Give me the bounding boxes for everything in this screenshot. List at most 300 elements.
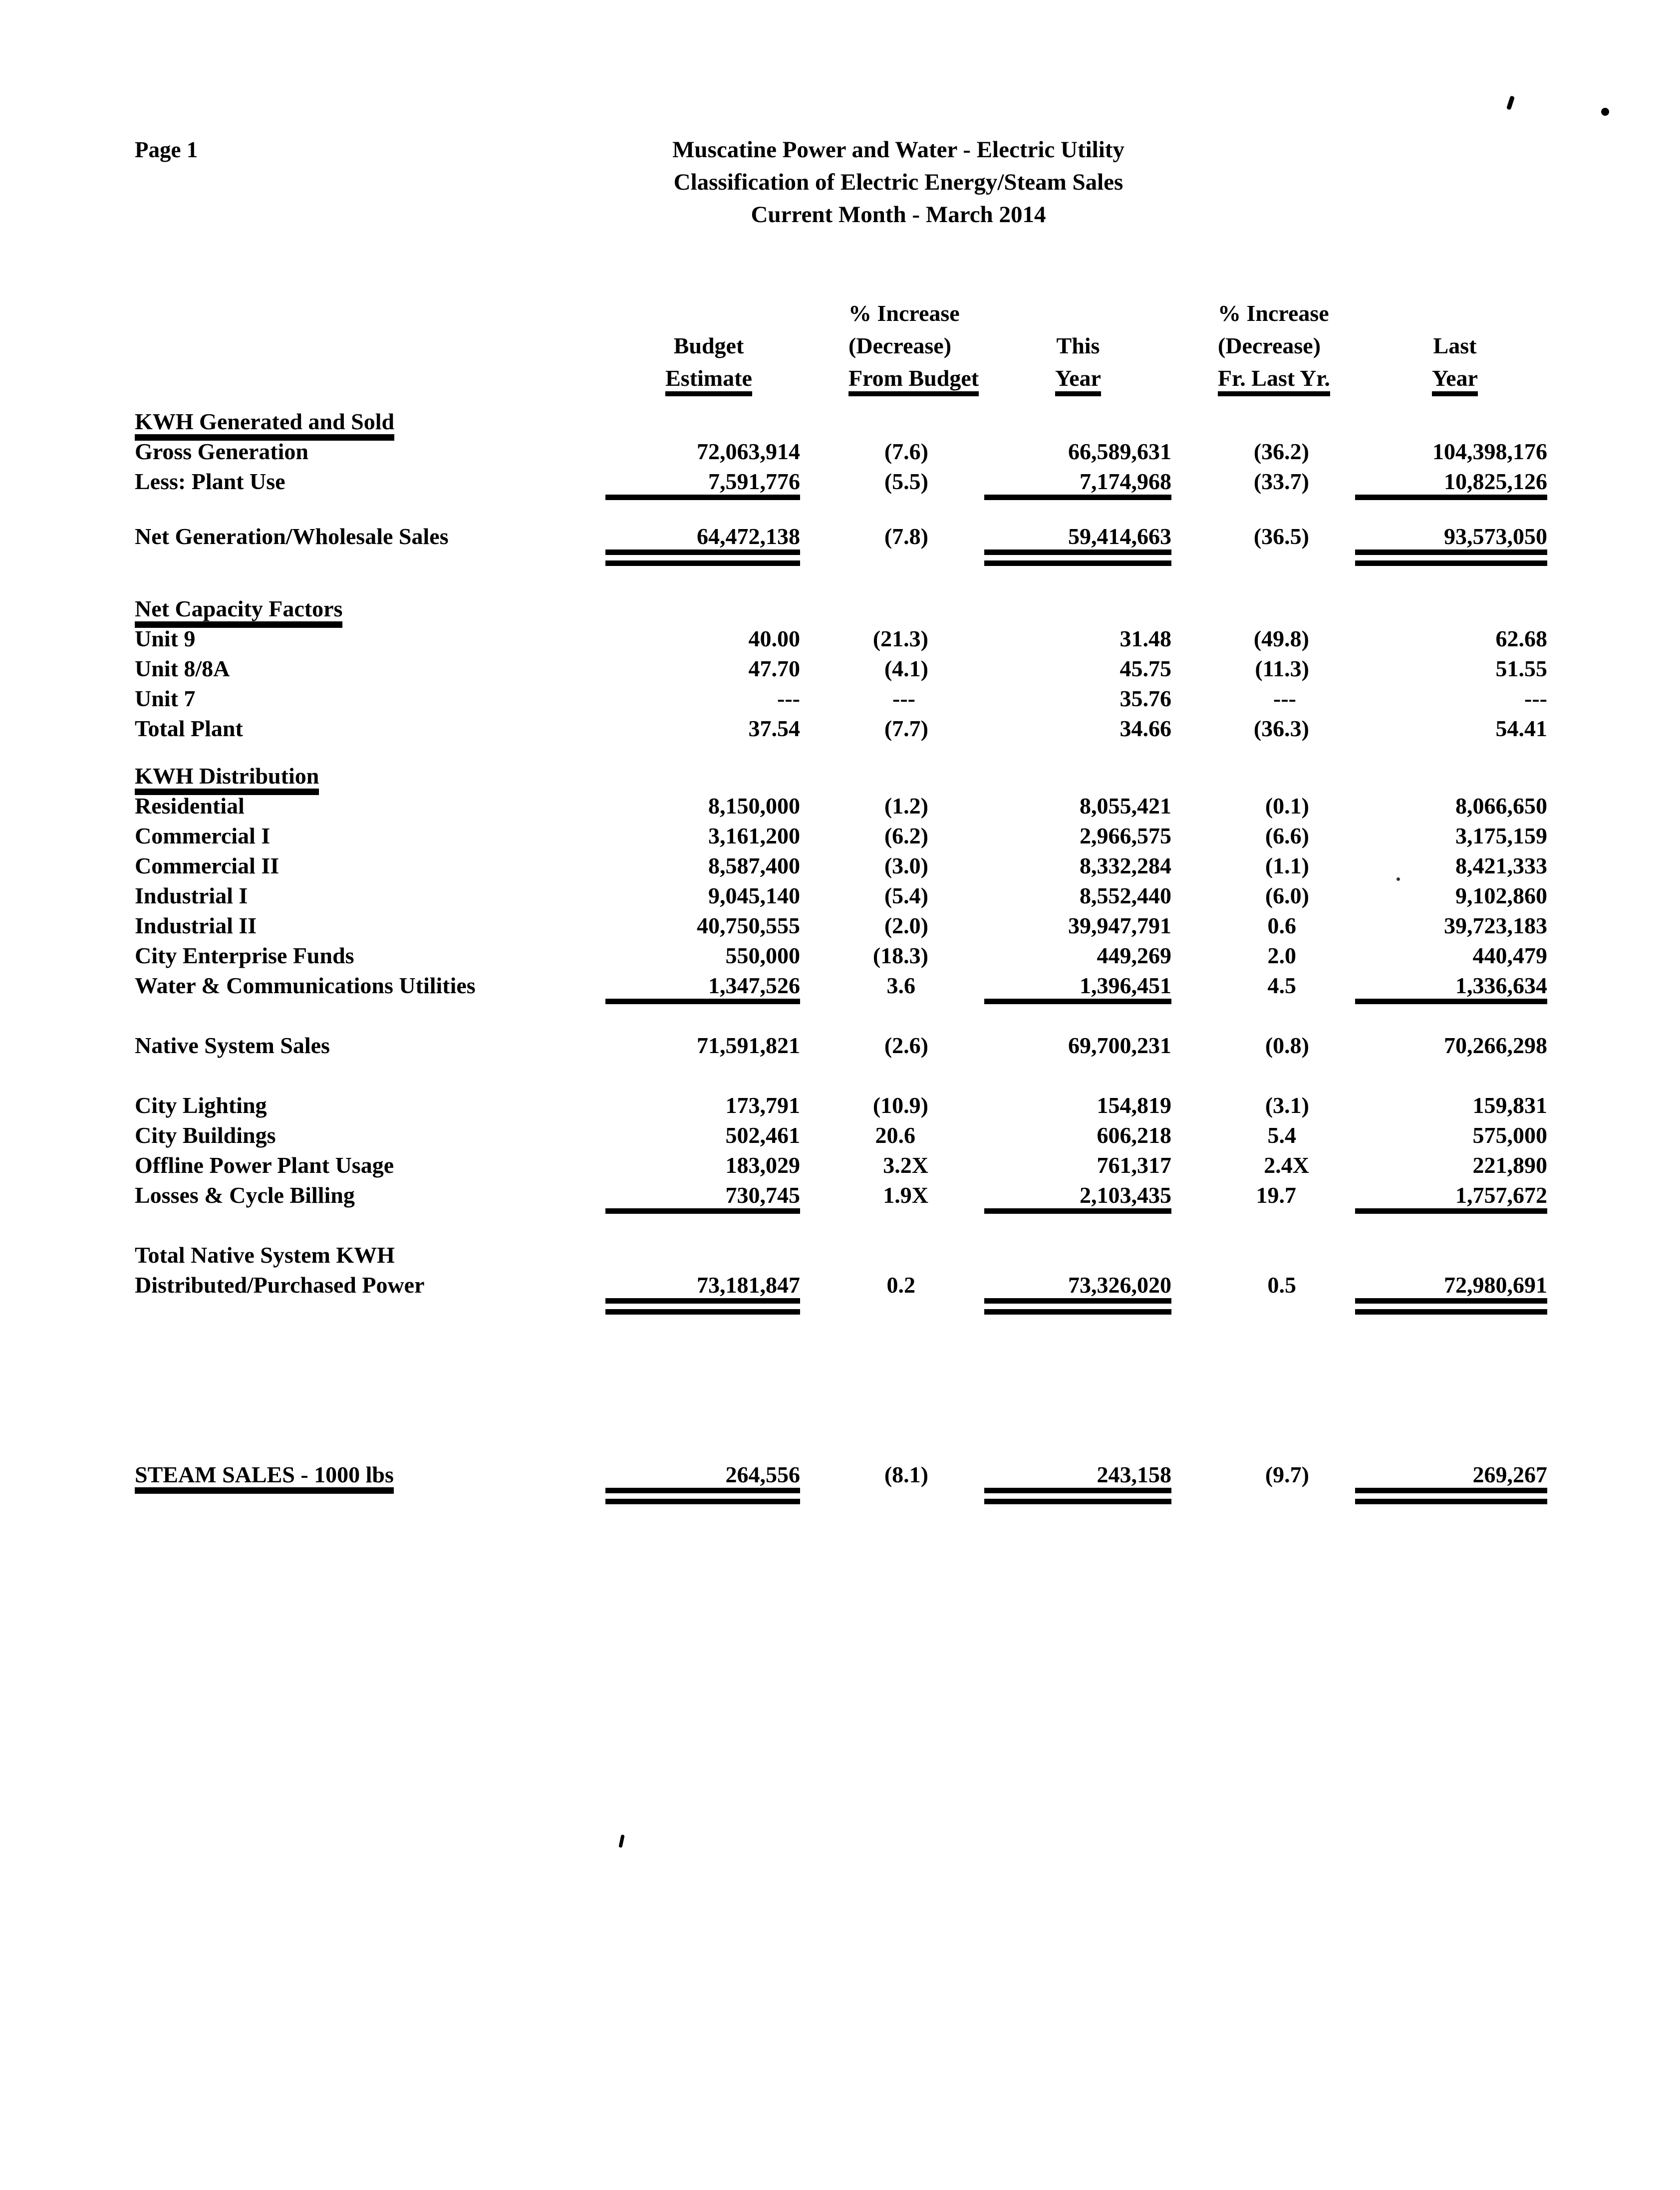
cell-budget xyxy=(664,654,809,684)
cell-pct-last xyxy=(1178,821,1318,851)
header-this-year-underlined: Year xyxy=(1055,365,1101,396)
cell-this-year xyxy=(938,1120,1178,1150)
cell-this-year xyxy=(938,941,1178,971)
header-last-year-1 xyxy=(1318,297,1552,329)
cell-pct-last xyxy=(1178,1180,1318,1214)
row-label: Less: Plant Use xyxy=(135,469,285,494)
cell-last-year xyxy=(1318,821,1552,851)
spacer xyxy=(135,744,1552,761)
row-label: City Lighting xyxy=(135,1093,267,1118)
header-last-year-underlined: Year xyxy=(1432,365,1478,396)
table-row xyxy=(135,684,1552,714)
row-label: Residential xyxy=(135,793,245,819)
value: 8,587,400 xyxy=(708,853,800,878)
cell-pct-budget xyxy=(809,791,938,821)
value: (7.7) xyxy=(884,716,928,741)
cell-this-year xyxy=(938,791,1178,821)
section-heading-text: KWH Distribution xyxy=(135,764,319,795)
value: 159,831 xyxy=(1472,1093,1547,1118)
cell-pct-last xyxy=(1178,911,1318,941)
value: (7.6) xyxy=(884,439,928,464)
table-row xyxy=(135,1180,1552,1210)
value: 1,336,634 xyxy=(1355,973,1547,1004)
value: (10.9) xyxy=(872,1093,928,1118)
cell-pct-budget xyxy=(809,1270,938,1315)
section-heading-text: STEAM SALES - 1000 lbs xyxy=(135,1462,394,1494)
spacer xyxy=(135,1001,1552,1031)
row-label: Unit 7 xyxy=(135,686,196,711)
row-label: Distributed/Purchased Power xyxy=(135,1272,425,1298)
value: 3,175,159 xyxy=(1455,823,1547,848)
value: (7.8) xyxy=(884,524,928,549)
cell-pct-budget xyxy=(809,1460,938,1504)
table-row xyxy=(135,467,1552,497)
scan-speck xyxy=(1506,95,1515,110)
value: 1.9X xyxy=(883,1182,928,1208)
value: 2,966,575 xyxy=(1080,823,1171,848)
header-row-2 xyxy=(135,329,1552,362)
row-label xyxy=(135,761,664,795)
value: 730,745 xyxy=(605,1182,800,1214)
cell-this-year xyxy=(938,911,1178,941)
value: 2.4X xyxy=(1264,1152,1309,1178)
cell-last-year xyxy=(1318,684,1552,714)
cell-pct-budget xyxy=(809,684,938,714)
table-row xyxy=(135,941,1552,971)
cell-budget xyxy=(664,522,809,566)
header-row-3 xyxy=(135,362,1552,394)
cell-this-year xyxy=(938,624,1178,654)
cell-budget xyxy=(664,684,809,714)
value: 37.54 xyxy=(748,716,800,741)
header-spacer xyxy=(135,297,664,329)
header-pct-last-underlined: Fr. Last Yr. xyxy=(1218,365,1330,396)
row-label: Commercial I xyxy=(135,823,271,848)
value: 8,055,421 xyxy=(1080,793,1171,819)
table-row xyxy=(135,1270,1552,1300)
cell-this-year xyxy=(938,1180,1178,1214)
value: 8,066,650 xyxy=(1455,793,1547,819)
cell-this-year xyxy=(938,971,1178,1004)
header-budget-3 xyxy=(664,362,809,396)
value: 9,102,860 xyxy=(1455,883,1547,908)
value: 54.41 xyxy=(1495,716,1547,741)
value: 221,890 xyxy=(1472,1152,1547,1178)
header-this-year-2: This xyxy=(1056,333,1100,358)
cell-last-year xyxy=(1318,1460,1552,1504)
cell-pct-budget xyxy=(809,821,938,851)
cell-budget xyxy=(664,881,809,911)
cell-budget xyxy=(664,1460,809,1504)
cell-this-year xyxy=(938,684,1178,714)
value: 39,723,183 xyxy=(1444,913,1547,938)
cell-budget xyxy=(664,1031,809,1061)
cell-pct-last xyxy=(1178,1031,1318,1061)
value: 761,317 xyxy=(1097,1152,1171,1178)
scan-speck xyxy=(1601,108,1609,116)
cell-pct-last xyxy=(1178,941,1318,971)
value: (18.3) xyxy=(872,943,928,968)
header-pct-last-3 xyxy=(1178,362,1330,396)
row-label: Industrial II xyxy=(135,913,257,938)
table-row xyxy=(135,971,1552,1001)
value: (6.6) xyxy=(1265,823,1309,848)
value: 269,267 xyxy=(1355,1462,1547,1504)
value: (21.3) xyxy=(872,626,928,651)
value: (5.5) xyxy=(884,469,928,494)
value: (8.1) xyxy=(884,1462,928,1487)
cell-pct-last xyxy=(1178,1460,1318,1504)
row-label: Gross Generation xyxy=(135,439,308,464)
cell-pct-budget xyxy=(809,437,938,467)
value: 183,029 xyxy=(725,1152,800,1178)
row-label: Commercial II xyxy=(135,853,280,878)
page-number: Page 1 xyxy=(135,137,198,162)
cell-pct-budget xyxy=(809,654,938,684)
value: 606,218 xyxy=(1097,1122,1171,1148)
header-budget-underlined: Estimate xyxy=(665,365,752,396)
cell-this-year xyxy=(938,654,1178,684)
header-budget-1 xyxy=(664,297,809,329)
cell-pct-last xyxy=(1178,791,1318,821)
table-row xyxy=(135,714,1552,744)
value: 3.6 xyxy=(886,973,915,998)
cell-last-year xyxy=(1318,1150,1552,1180)
value: (9.7) xyxy=(1265,1462,1309,1487)
cell-this-year xyxy=(938,1150,1178,1180)
value: (6.0) xyxy=(1265,883,1309,908)
value: --- xyxy=(1524,686,1547,711)
value: 66,589,631 xyxy=(1068,439,1171,464)
cell-pct-budget xyxy=(809,624,938,654)
table-row xyxy=(135,911,1552,941)
cell-last-year xyxy=(1318,654,1552,684)
value: 62.68 xyxy=(1495,626,1547,651)
title-line-2: Classification of Electric Energy/Steam Sales xyxy=(673,169,1123,195)
value: (36.2) xyxy=(1253,439,1309,464)
value: 8,552,440 xyxy=(1080,883,1171,908)
cell-budget xyxy=(664,851,809,881)
cell-last-year xyxy=(1318,1180,1552,1214)
value: 45.75 xyxy=(1120,656,1171,681)
row-label: Offline Power Plant Usage xyxy=(135,1152,394,1178)
cell-last-year xyxy=(1318,1031,1552,1061)
cell-pct-budget xyxy=(809,911,938,941)
cell-pct-budget xyxy=(809,941,938,971)
cell-this-year xyxy=(938,1091,1178,1120)
value: 0.5 xyxy=(1267,1272,1296,1298)
title-line-3: Current Month - March 2014 xyxy=(751,202,1046,228)
scan-speck xyxy=(618,1835,624,1848)
value: 9,045,140 xyxy=(708,883,800,908)
value: 0.2 xyxy=(886,1272,915,1298)
cell-last-year xyxy=(1318,624,1552,654)
value: 39,947,791 xyxy=(1068,913,1171,938)
cell-pct-budget xyxy=(809,851,938,881)
value: 264,556 xyxy=(605,1462,800,1504)
row-label: Unit 9 xyxy=(135,626,196,651)
value: 7,174,968 xyxy=(984,469,1171,500)
spacer xyxy=(135,1300,1552,1460)
table-row xyxy=(135,1240,1552,1270)
cell-budget xyxy=(664,821,809,851)
table-row xyxy=(135,791,1552,821)
table-row xyxy=(135,1120,1552,1150)
cell-last-year xyxy=(1318,1091,1552,1120)
row-label: Water & Communications Utilities xyxy=(135,973,476,998)
value: 72,980,691 xyxy=(1355,1272,1547,1315)
row-label: Native System Sales xyxy=(135,1033,330,1058)
title-line-1: Muscatine Power and Water - Electric Utility xyxy=(672,137,1124,163)
row-label: City Buildings xyxy=(135,1122,276,1148)
cell-pct-last xyxy=(1178,971,1318,1004)
row-label xyxy=(135,407,664,441)
value: 0.6 xyxy=(1267,913,1296,938)
cell-this-year xyxy=(938,1270,1178,1315)
header-row-1 xyxy=(135,297,1552,329)
header-spacer xyxy=(135,329,664,362)
table-row xyxy=(135,522,1552,551)
value: 59,414,663 xyxy=(984,524,1171,566)
report-title xyxy=(474,134,1323,231)
cell-pct-budget xyxy=(809,1031,938,1061)
value: (5.4) xyxy=(884,883,928,908)
value: 40,750,555 xyxy=(697,913,800,938)
value: 4.5 xyxy=(1267,973,1296,998)
table-row xyxy=(135,437,1552,467)
cell-budget xyxy=(664,1150,809,1180)
row-label: Losses & Cycle Billing xyxy=(135,1182,355,1208)
cell-pct-budget xyxy=(809,522,938,566)
cell-this-year xyxy=(938,881,1178,911)
cell-budget xyxy=(664,911,809,941)
value: 71,591,821 xyxy=(697,1033,800,1058)
table-row xyxy=(135,881,1552,911)
cell-pct-budget xyxy=(809,971,938,1004)
row-label: Total Plant xyxy=(135,716,243,741)
cell-budget xyxy=(664,941,809,971)
value: 173,791 xyxy=(725,1093,800,1118)
row-label: Net Generation/Wholesale Sales xyxy=(135,524,449,549)
value: 550,000 xyxy=(725,943,800,968)
cell-pct-last xyxy=(1178,881,1318,911)
value: 19.7 xyxy=(1256,1182,1296,1208)
cell-budget xyxy=(664,1270,809,1315)
value: 3.2X xyxy=(883,1152,928,1178)
cell-last-year xyxy=(1318,522,1552,566)
cell-budget xyxy=(664,1091,809,1120)
cell-last-year xyxy=(1318,881,1552,911)
cell-pct-last xyxy=(1178,851,1318,881)
value: 35.76 xyxy=(1120,686,1171,711)
value: (6.2) xyxy=(884,823,928,848)
value: 7,591,776 xyxy=(605,469,800,500)
value: (1.1) xyxy=(1265,853,1309,878)
cell-last-year xyxy=(1318,941,1552,971)
cell-this-year xyxy=(938,437,1178,467)
value: 3,161,200 xyxy=(708,823,800,848)
sales-table xyxy=(135,407,1552,1490)
table-row xyxy=(135,624,1552,654)
cell-last-year xyxy=(1318,714,1552,744)
spacer xyxy=(135,497,1552,522)
value: 1,347,526 xyxy=(605,973,800,1004)
value: (1.2) xyxy=(884,793,928,819)
value: 73,326,020 xyxy=(984,1272,1171,1315)
header-spacer xyxy=(135,362,664,396)
header-last-year-3 xyxy=(1318,362,1552,396)
value: 20.6 xyxy=(875,1122,915,1148)
value: 73,181,847 xyxy=(605,1272,800,1315)
value: 5.4 xyxy=(1267,1122,1296,1148)
value: (36.5) xyxy=(1253,524,1309,549)
value: (11.3) xyxy=(1255,656,1309,681)
cell-this-year xyxy=(938,1460,1178,1504)
value: 502,461 xyxy=(725,1122,800,1148)
cell-budget xyxy=(664,791,809,821)
header-pct-budget-1: % Increase xyxy=(848,300,960,326)
cell-last-year xyxy=(1318,971,1552,1004)
header-this-year-3 xyxy=(938,362,1178,396)
row-label xyxy=(135,1460,664,1504)
cell-budget xyxy=(664,437,809,467)
cell-budget xyxy=(664,1180,809,1214)
value: 1,757,672 xyxy=(1355,1182,1547,1214)
cell-last-year xyxy=(1318,1120,1552,1150)
cell-last-year xyxy=(1318,467,1552,500)
cell-last-year xyxy=(1318,791,1552,821)
cell-pct-last xyxy=(1178,624,1318,654)
cell-this-year xyxy=(938,522,1178,566)
value: 8,150,000 xyxy=(708,793,800,819)
value: --- xyxy=(1273,686,1296,711)
cell-pct-last xyxy=(1178,1270,1318,1315)
row-label: City Enterprise Funds xyxy=(135,943,354,968)
value: 575,000 xyxy=(1472,1122,1547,1148)
value: 64,472,138 xyxy=(605,524,800,566)
value: 449,269 xyxy=(1097,943,1171,968)
cell-pct-budget xyxy=(809,1091,938,1120)
cell-last-year xyxy=(1318,911,1552,941)
value: (0.1) xyxy=(1265,793,1309,819)
value: 70,266,298 xyxy=(1444,1033,1547,1058)
section-heading-row xyxy=(135,407,1552,437)
value: 47.70 xyxy=(748,656,800,681)
cell-pct-budget xyxy=(809,1120,938,1150)
row-label xyxy=(135,594,664,628)
cell-last-year xyxy=(1318,437,1552,467)
cell-pct-budget xyxy=(809,881,938,911)
value: --- xyxy=(892,686,915,711)
cell-pct-budget xyxy=(809,467,938,500)
cell-pct-last xyxy=(1178,467,1318,500)
value: 8,332,284 xyxy=(1080,853,1171,878)
cell-pct-last xyxy=(1178,1120,1318,1150)
value: (49.8) xyxy=(1253,626,1309,651)
cell-pct-budget xyxy=(809,1150,938,1180)
cell-budget xyxy=(664,467,809,500)
value: 10,825,126 xyxy=(1355,469,1547,500)
cell-last-year xyxy=(1318,1270,1552,1315)
cell-this-year xyxy=(938,821,1178,851)
section-heading-text: KWH Generated and Sold xyxy=(135,409,394,441)
value: 2,103,435 xyxy=(984,1182,1171,1214)
column-headers xyxy=(135,297,1552,394)
value: 154,819 xyxy=(1097,1093,1171,1118)
value: 72,063,914 xyxy=(697,439,800,464)
table-row xyxy=(135,851,1552,881)
table-row xyxy=(135,1031,1552,1061)
section-heading-row xyxy=(135,594,1552,624)
cell-pct-budget xyxy=(809,1180,938,1214)
value: (36.3) xyxy=(1253,716,1309,741)
value: 69,700,231 xyxy=(1068,1033,1171,1058)
spacer xyxy=(135,1061,1552,1091)
value: 51.55 xyxy=(1495,656,1547,681)
table-row xyxy=(135,1460,1552,1490)
cell-this-year xyxy=(938,467,1178,500)
row-label: Industrial I xyxy=(135,883,248,908)
spacer xyxy=(135,1210,1552,1240)
value: 1,396,451 xyxy=(984,973,1171,1004)
table-row xyxy=(135,654,1552,684)
row-label: Total Native System KWH xyxy=(135,1242,395,1268)
table-row xyxy=(135,1150,1552,1180)
header-this-year-1 xyxy=(938,297,1178,329)
header-pct-last-1: % Increase xyxy=(1218,300,1329,326)
cell-budget xyxy=(664,971,809,1004)
header-pct-last-2: (Decrease) xyxy=(1218,333,1321,358)
value: 93,573,050 xyxy=(1355,524,1547,566)
cell-pct-last xyxy=(1178,714,1318,744)
value: (3.1) xyxy=(1265,1093,1309,1118)
header-pct-budget-2: (Decrease) xyxy=(848,333,952,358)
header-budget-2: Budget xyxy=(673,333,744,358)
value: 40.00 xyxy=(748,626,800,651)
value: 104,398,176 xyxy=(1432,439,1547,464)
value: 31.48 xyxy=(1120,626,1171,651)
value: 8,421,333 xyxy=(1455,853,1547,878)
value: 34.66 xyxy=(1120,716,1171,741)
value: (0.8) xyxy=(1265,1033,1309,1058)
cell-pct-budget xyxy=(809,714,938,744)
cell-pct-last xyxy=(1178,684,1318,714)
cell-pct-last xyxy=(1178,1150,1318,1180)
cell-this-year xyxy=(938,851,1178,881)
header-pct-budget-3 xyxy=(809,362,979,396)
cell-budget xyxy=(664,1120,809,1150)
cell-pct-last xyxy=(1178,1091,1318,1120)
value: (2.0) xyxy=(884,913,928,938)
cell-pct-last xyxy=(1178,522,1318,566)
section-heading-text: Net Capacity Factors xyxy=(135,596,342,628)
value: (2.6) xyxy=(884,1033,928,1058)
value: --- xyxy=(777,686,800,711)
cell-this-year xyxy=(938,714,1178,744)
value: (33.7) xyxy=(1253,469,1309,494)
row-label: Unit 8/8A xyxy=(135,656,230,681)
table-row xyxy=(135,821,1552,851)
value: 2.0 xyxy=(1267,943,1296,968)
cell-last-year xyxy=(1318,851,1552,881)
cell-pct-last xyxy=(1178,437,1318,467)
value: (3.0) xyxy=(884,853,928,878)
value: (4.1) xyxy=(884,656,928,681)
cell-this-year xyxy=(938,1031,1178,1061)
cell-budget xyxy=(664,714,809,744)
cell-budget xyxy=(664,624,809,654)
header-last-year-2: Last xyxy=(1433,333,1477,358)
